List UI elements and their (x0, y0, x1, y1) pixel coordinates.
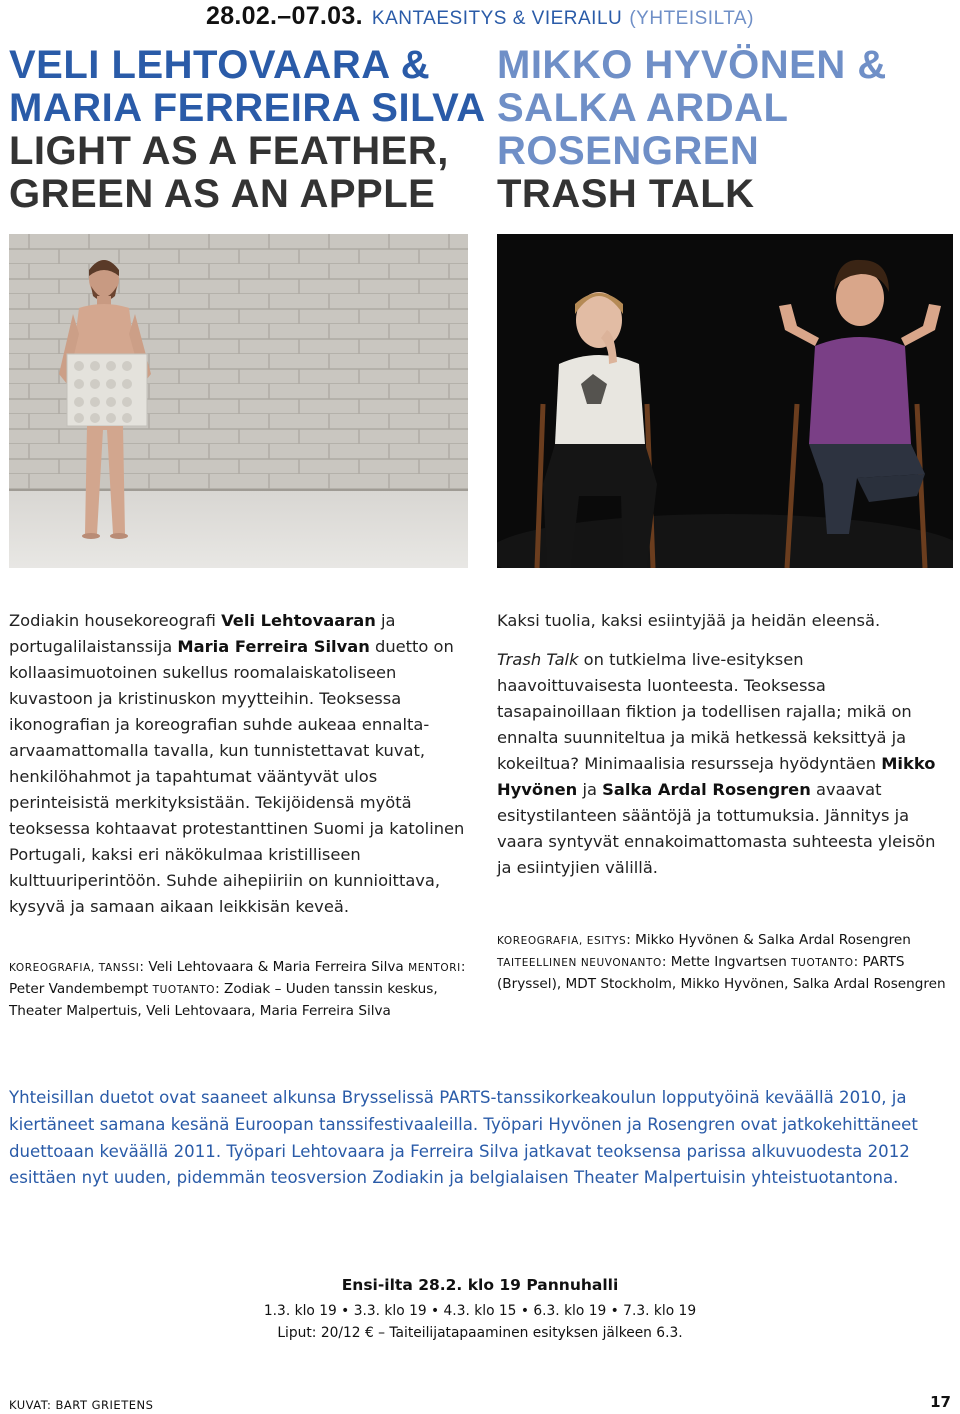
text-run: avaavat esitystilanteen sääntöjä ja tottumuksia. Jännitys ja vaara syntyvät ennakoimattomasta suhteesta yleisön ja esiintyjien välillä. (497, 780, 936, 877)
credit-role: MENTORI (408, 962, 461, 974)
right-title-line: ROSENGREN (497, 129, 760, 173)
credit-value: Mikko Hyvönen & Salka Ardal Rosengren (635, 932, 911, 948)
left-performance-photo (9, 234, 468, 568)
work-title: Trash Talk (497, 650, 579, 669)
credit-role: TUOTANTO (152, 984, 216, 996)
left-title (9, 44, 486, 216)
performance-dates: 1.3. klo 19 • 3.3. klo 19 • 4.3. klo 15 • 6.3. klo 19 • 7.3. klo 19 (263, 1303, 697, 1319)
left-description-paragraph (9, 608, 469, 920)
credit-value: PARTS (Bryssel), MDT Stockholm, Mikko Hyvönen, Salka Ardal Rosengren (497, 954, 946, 992)
event-note: (YHTEISILTA) (629, 8, 754, 29)
artist-name: Mikko Hyvönen (497, 754, 936, 799)
photo-credit: KUVAT: BART GRIETENS (9, 1398, 154, 1412)
header-line (206, 2, 754, 31)
left-work-title-line: LIGHT AS A FEATHER, (9, 129, 449, 173)
left-credits: KOREOGRAFIA, TANSSI: Veli Lehtovaara & Maria Ferreira Silva MENTORI: Peter Vandembempt TUOTANTO: Zodiak – Uuden tanssin keskus, Theater Malpertuis, Veli Lehtovaara, Maria Ferreira Silva (9, 959, 466, 1019)
credit-role: KOREOGRAFIA, TANSSI (9, 962, 140, 974)
credit-value: Peter Vandembempt (9, 981, 149, 997)
credit-value: Mette Ingvartsen (670, 954, 787, 970)
ticket-prices: Liput: 20/12 € – Taiteilijatapaaminen esityksen jälkeen 6.3. (277, 1325, 683, 1341)
credit-role: TUOTANTO (791, 957, 854, 969)
right-work-title-line: TRASH TALK (497, 172, 755, 216)
right-photo-illustration (497, 234, 953, 568)
left-title-line: MARIA FERREIRA SILVA (9, 86, 486, 130)
text-run: on tutkielma live-esityksen haavoittuvaisesta luonteesta. Teoksessa tasapainoillaan fiktion ja todellisen rajalla; mikä on ennalta suunniteltua ja mikä hetkessä keksittyä ja kokeiltua? Minimaalisia resursseja hyödyntäen (497, 650, 912, 773)
artist-name: Salka Ardal Rosengren (602, 780, 811, 799)
left-work-title-line: GREEN AS AN APPLE (9, 172, 436, 216)
left-description (9, 608, 469, 920)
joint-evening-note: Yhteisillan duetot ovat saaneet alkunsa Brysselissä PARTS-tanssikorkeakoulun lopputyöinä keväällä 2010, ja kiertäneet samana kesänä Euroopan tanssifestivaaleilla. Työpari Hyvönen ja Rosengren ovat jatkokehittäneet duettoaan keväällä 2011. Työpari Lehtovaara ja Ferreira Silva jatkavat teoksensa parissa alkuvuodesta 2012 esittäen nyt uuden, pidemmän teosversion Zodiakin ja belgialaisen Theater Malpertuisin yhteistuotantona. (9, 1088, 918, 1188)
right-title (497, 44, 887, 216)
premiere-info: Ensi-ilta 28.2. klo 19 Pannuhalli (341, 1276, 619, 1294)
page-number: 17 (930, 1393, 951, 1411)
event-kind: KANTAESITYS & VIERAILU (371, 8, 623, 29)
event-dates: 28.02.–07.03. (206, 2, 363, 30)
left-title-line: VELI LEHTOVAARA & (9, 43, 431, 87)
credit-value: Zodiak – Uuden tanssin keskus, Theater Malpertuis, Veli Lehtovaara, Maria Ferreira Silva (9, 981, 438, 1019)
text-run: duetto on kollaasimuotoinen sukellus roomalaiskatoliseen kuvastoon ja kristinuskon myytteihin. Teoksessa ikonografian ja koreografian suhde aukeaa ennalta-arvaamattomalla tavalla, kun tunnistettavat kuvat, henkilöhahmot ja tapahtumat vääntyvät ulos perinteisistä merkityksistään. Tekijöidensä myötä teoksessa kohtaavat protestanttinen Suomi ja katolinen Portugali, kaksi eri näkökulmaa kristilliseen kulttuuriperintöön. Suhde aihepiiriin on kunnioittava, kysyvä ja samaan aikaan leikkisän keveä. (9, 637, 465, 916)
text-run: ja portugalilaistanssija (9, 611, 396, 656)
right-description (497, 608, 953, 881)
right-title-line: SALKA ARDAL (497, 86, 789, 130)
artist-name: Veli Lehtovaaran (221, 611, 376, 630)
left-photo-illustration (9, 234, 468, 568)
right-performance-photo (497, 234, 953, 568)
right-description-paragraph: Kaksi tuolia, kaksi esiintyjää ja heidän eleensä. (497, 611, 881, 630)
credit-role: TAITEELLINEN NEUVONANTO (497, 957, 662, 969)
right-credits: KOREOGRAFIA, ESITYS: Mikko Hyvönen & Salka Ardal Rosengren TAITEELLINEN NEUVONANTO: Mette Ingvartsen TUOTANTO: PARTS (Bryssel), MDT Stockholm, Mikko Hyvönen, Salka Ardal Rosengren (497, 932, 946, 992)
right-title-line: MIKKO HYVÖNEN & (497, 43, 887, 87)
paragraph-gap (497, 634, 953, 647)
credit-value: Veli Lehtovaara & Maria Ferreira Silva (148, 959, 404, 975)
artist-name: Maria Ferreira Silvan (177, 637, 370, 656)
right-description-paragraph (497, 647, 953, 881)
text-run: ja (577, 780, 603, 799)
credit-role: KOREOGRAFIA, ESITYS (497, 935, 627, 947)
text-run: Zodiakin housekoreografi (9, 611, 222, 630)
